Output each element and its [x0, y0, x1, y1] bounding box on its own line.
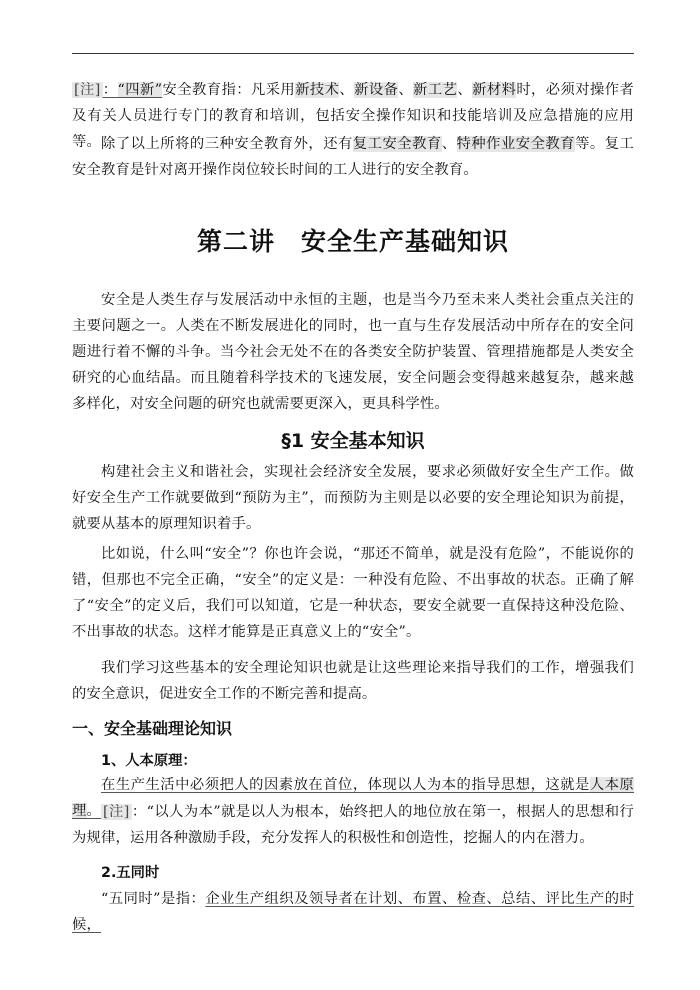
section-paragraph-1: 构建社会主义和谐社会，实现社会经济安全发展，要求必须做好安全生产工作。做好安全生产工作就要做到“预防为主”，而预防为主则是以必要的安全理论知识为前提，就要从基本的原理知识着手。	[72, 464, 634, 532]
section-title: §1 安全基本知识	[281, 430, 425, 452]
term-human-principle: 人本原理	[72, 777, 634, 819]
subheading-human-principle: 1、人本原理：	[101, 753, 197, 769]
note-people-oriented: [注] ：“以人为本”就是以人为根本，始终把人的地位放在第一，根据人的思想和行为规律，运用各种激励手段，充分发挥人的积极性和创造性，挖掘人的内在潜力。	[72, 804, 634, 846]
section-paragraph-3: 我们学习这些基本的安全理论知识也就是让这些理论来指导我们的工作，增强我们的安全意识，促进安全工作的不断完善和提高。	[72, 660, 634, 702]
theory-heading: 一、安全基础理论知识	[72, 719, 233, 738]
five-simultaneous-definition: “五同时”是指：企业生产组织及领导者在计划、布置、检查、总结、评比生产的时候，	[72, 891, 635, 933]
note-tag: [注]	[74, 82, 101, 98]
header-rule	[72, 53, 634, 54]
human-principle-definition: 在生产生活中必须把人的因素放在首位，体现以人为本的指导思想，这就是人本原理。	[72, 777, 634, 819]
para-other-education: 除了以上所将的三种安全教育外，还有复工安全教育、特种作业安全教育等。复工安全教育是针对离开操作岗位较长时间的工人进行的安全教育。	[72, 136, 634, 178]
term-four-new: “四新”	[117, 82, 163, 98]
intro-paragraph: 安全是人类生存与发展活动中永恒的主题，也是当今乃至未来人类社会重点关注的主要问题之一。人类在不断发展进化的同时，也一直与生存发展活动中所存在的安全问题进行着不懈的斗争。当今社会无处不在的各类安全防护装置、管理措施都是人类安全研究的心血结晶。而且随着科学技术的飞速发展，安全问题会变得越来越复杂，越来越多样化，对安全问题的研究也就需要更深入，更具科学性。	[72, 292, 634, 412]
note-tag: [注]	[103, 804, 130, 820]
section-paragraph-2: 比如说，什么叫“安全”？你也许会说，“那还不简单，就是没有危险”，不能说你的错，但那也不完全正确，“安全”的定义是：一种没有危险、不出事故的状态。正确了解了“安全”的定义后，我们可以知道，它是一种状态，要安全就要一直保持这种没危险、不出事故的状态。这样才能算是正真意义上的“安全”。	[72, 546, 634, 640]
note-four-new: [注] ：“四新”安全教育指：凡采用新技术、新设备、新工艺、新材料时，必须对操作者及有关人员进行专门的教育和培训，包括安全操作知识和技能培训及应急措施的应用等。	[72, 82, 634, 150]
subheading-five-simultaneous: 2.五同时	[101, 865, 160, 881]
lecture-title: 第二讲 安全生产基础知识	[196, 227, 509, 256]
